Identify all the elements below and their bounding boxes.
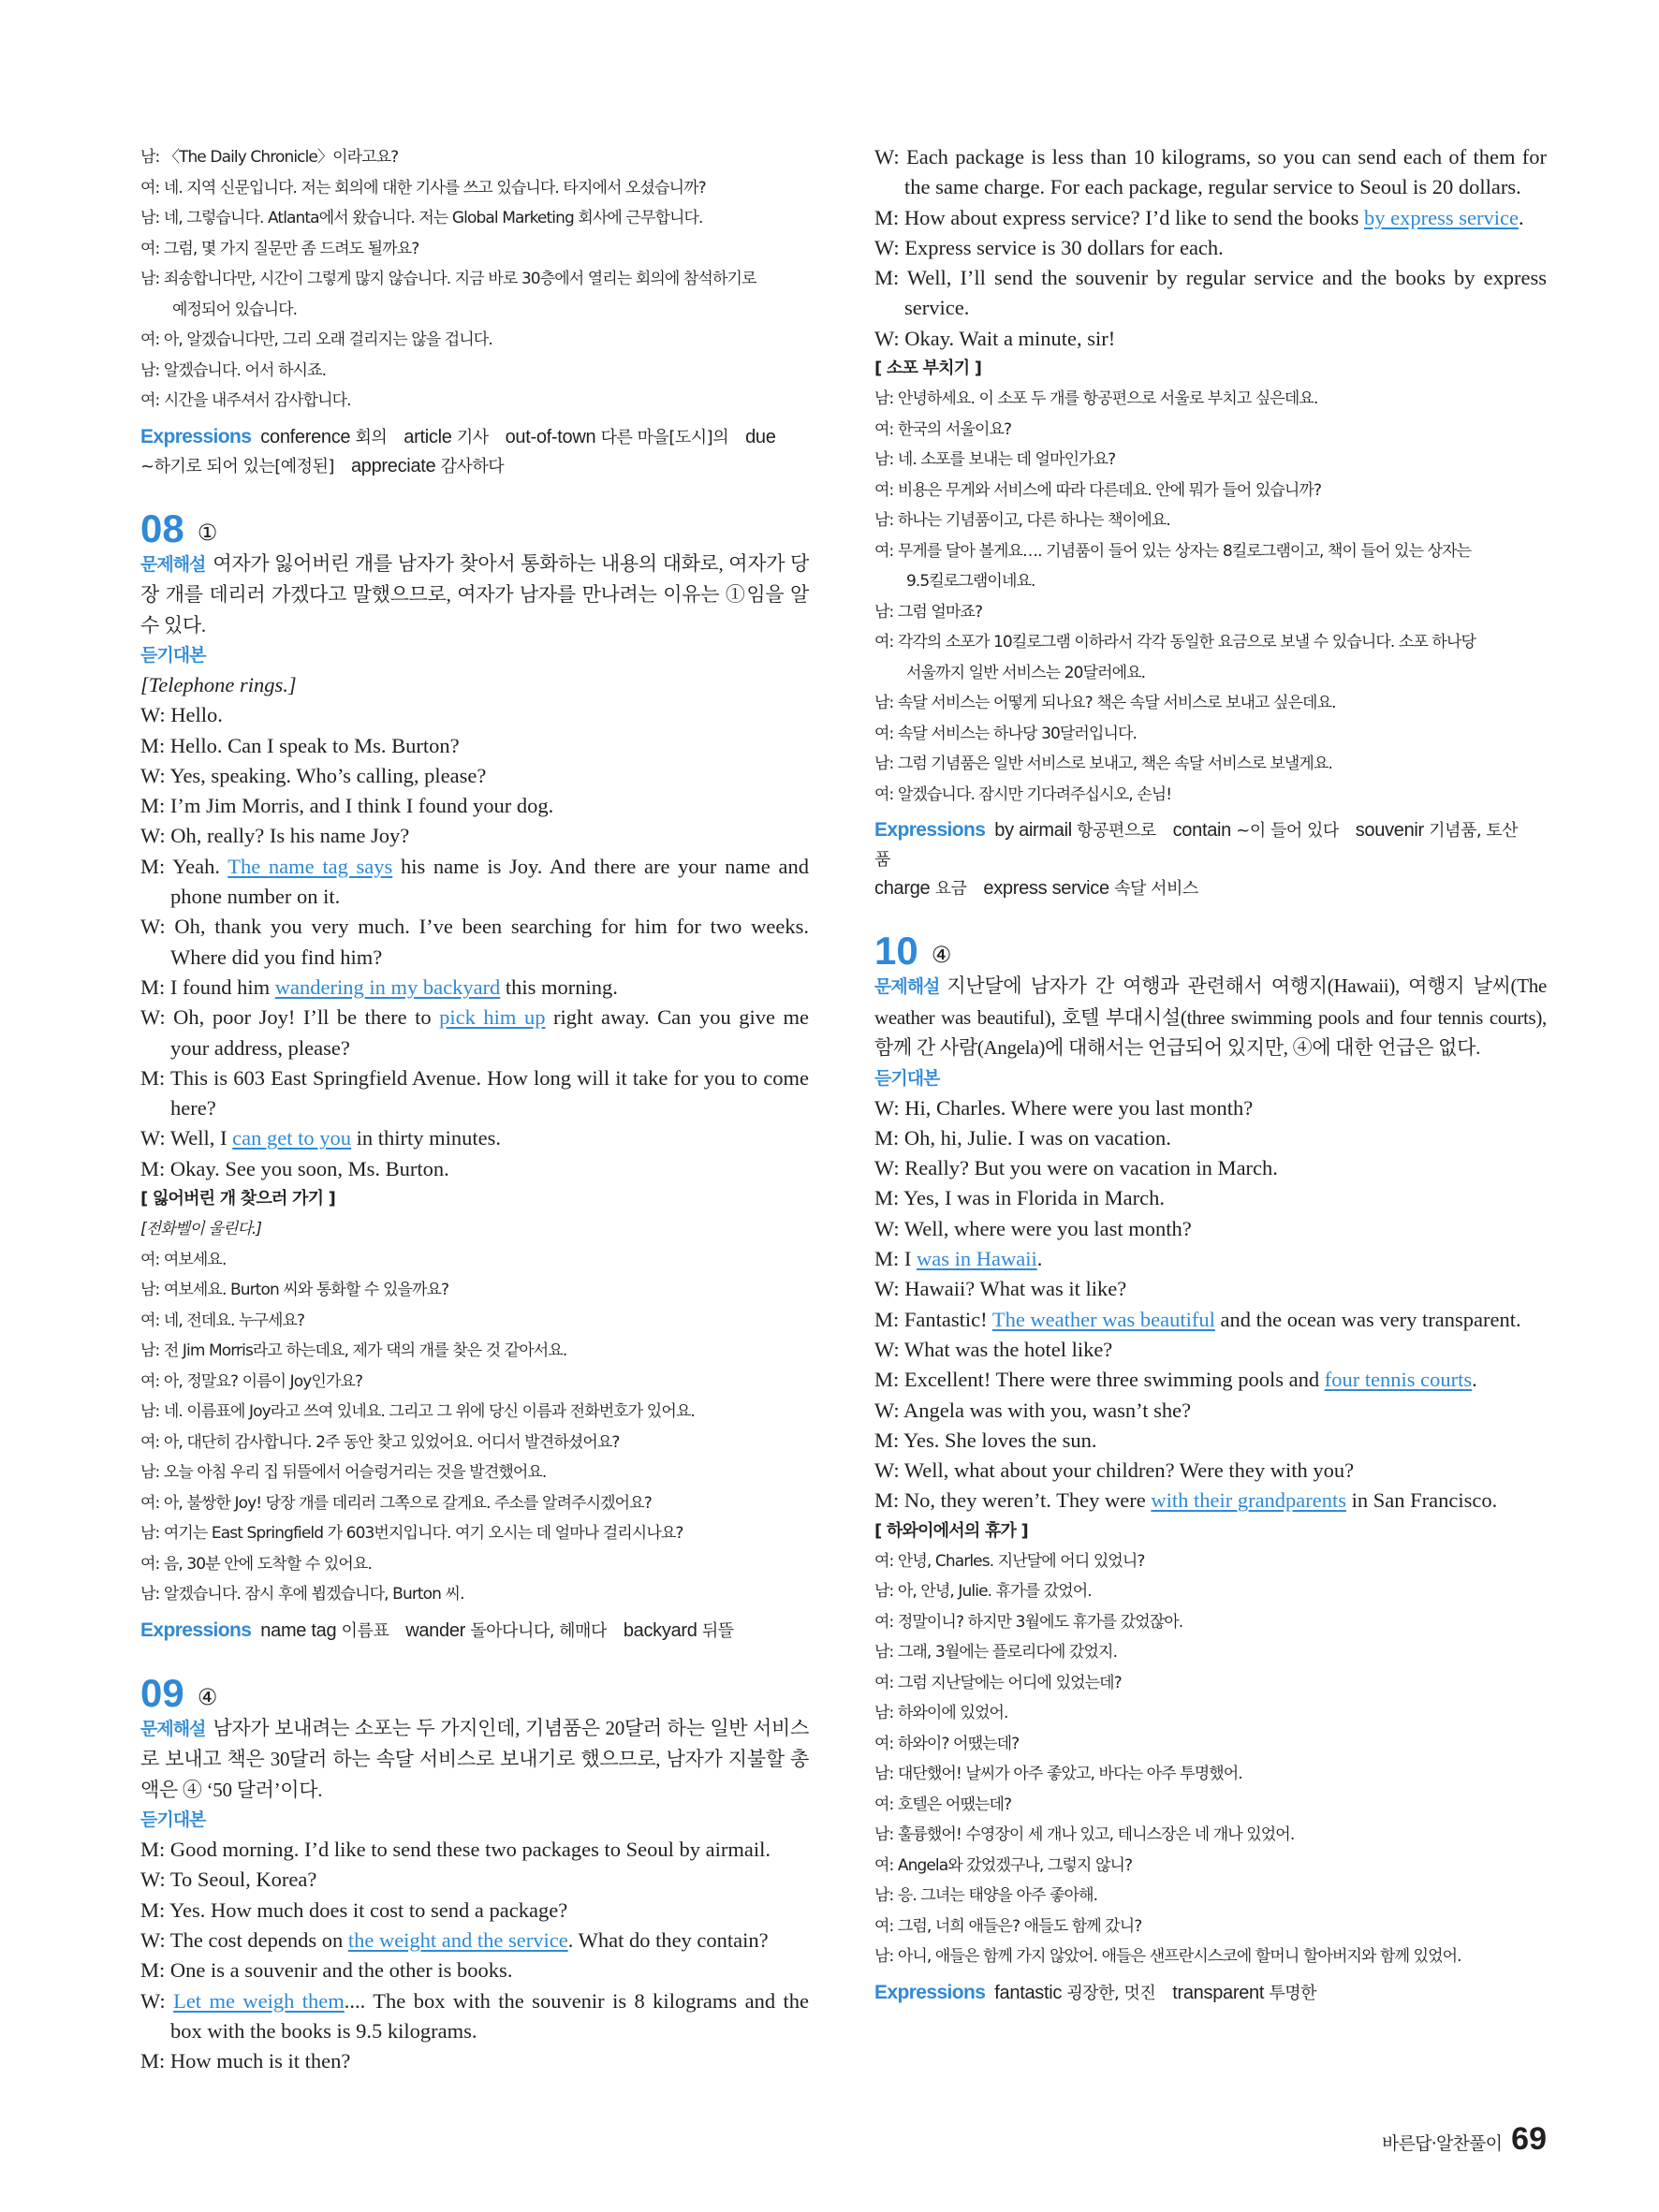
expression-meaning: 기사	[456, 427, 489, 447]
script-line	[140, 1926, 809, 1956]
script-text: M: No, they weren’t. They were	[874, 1488, 1152, 1513]
script-text: W: Each package is less than 10 kilograms, so you can send each of them for the same charge. For each package, regular service to Seoul is 20 dollars.	[874, 145, 1547, 199]
script-text: M: Oh, hi, Julie. I was on vacation.	[874, 1125, 1171, 1150]
script-text: W: Oh, really? Is his name Joy?	[140, 824, 410, 848]
script-line	[874, 263, 1547, 324]
script-line	[140, 670, 809, 700]
explanation	[874, 971, 1547, 1063]
translation-line: 여: 네. 지역 신문입니다. 저는 회의에 대한 기사를 쓰고 있습니다. 타지에서 오셨습니까?	[140, 178, 706, 198]
expression-term: charge	[874, 878, 935, 900]
script-text: M: Hello. Can I speak to Ms. Burton?	[140, 733, 460, 757]
script-text: [Telephone rings.]	[140, 673, 297, 696]
translation-line: 여: 각각의 소포가 10킬로그램 이하라서 각각 동일한 요금으로 보낼 수 있습니다. 소포 하나당	[874, 633, 1475, 652]
expression-meaning: 굉장한, 멋진	[1066, 1983, 1156, 2003]
expression-meaning: 돌아다니다, 헤매다	[470, 1620, 607, 1641]
expressions-box	[874, 815, 1547, 903]
script-line	[140, 1896, 809, 1926]
translation-line: 남: 여기는 East Springfield 가 603번지입니다. 여기 오시는 데 얼마나 걸리시나요?	[140, 1524, 683, 1544]
script-line	[874, 1093, 1547, 1123]
explanation	[140, 1713, 809, 1806]
explanation-text: 지난달에 남자가 간 여행과 관련해서 여행지(Hawaii), 여행지 날씨(The weather was beautiful), 호텔 부대시설(three swimming pools and four tennis courts), 함께 간 사람(Angela)에 대해서는 언급되어 있지만, ④에 대한 언급은 없다.	[874, 974, 1547, 1060]
translation-line: 여: 알겠습니다. 잠시만 기다려주십시오, 손님!	[874, 784, 1172, 804]
explanation-label: 문제해설	[140, 553, 206, 575]
script-text: W: Hi, Charles. Where were you last month?	[874, 1095, 1254, 1120]
script-line	[874, 233, 1547, 263]
expression-term: by airmail	[994, 820, 1078, 842]
script-text: .	[1036, 1247, 1043, 1271]
translation-line: 남: 하나는 기념품이고, 다른 하나는 책이에요.	[874, 511, 1170, 531]
footer-label: 바른답·알찬풀이	[1382, 2133, 1503, 2154]
script-text: W: Oh, thank you very much. I’ve been searching for him for two weeks. Where did you find him?	[140, 915, 809, 969]
script-text: W: What was the hotel like?	[874, 1337, 1113, 1361]
script-line	[140, 761, 809, 791]
translation	[874, 1546, 1547, 1972]
script-line	[140, 700, 809, 730]
expression-term: transparent	[1172, 1982, 1270, 2003]
script-text: M: Yes. She loves the sun.	[874, 1428, 1097, 1452]
translation-line: 여: 정말이니? 하지만 3월에도 휴가를 갔었잖아.	[874, 1612, 1183, 1632]
listening-script	[140, 670, 809, 1184]
explanation-label: 문제해설	[140, 1718, 206, 1739]
question-header-09	[140, 1664, 809, 1713]
script-line	[140, 731, 809, 761]
script-text: M: How about express service? I’d like to send the books	[874, 205, 1365, 229]
script-text: W: Well, I	[140, 1126, 233, 1150]
expressions-label: Expressions	[874, 1981, 986, 2003]
script-text: and the ocean was very transparent.	[1214, 1307, 1521, 1331]
translation-line: 여: 아, 정말요? 이름이 Joy인가요?	[140, 1371, 363, 1391]
script-line	[140, 1835, 809, 1865]
script-line	[874, 142, 1547, 203]
listening-script	[140, 1835, 809, 2076]
listening-script-continued	[874, 142, 1547, 354]
translation-line: 남: 대단했어! 날씨가 아주 좋았고, 바다는 아주 투명했어.	[874, 1765, 1242, 1784]
expression-meaning: 속달 서비스	[1114, 879, 1198, 900]
script-line	[140, 821, 809, 851]
translation-line: 여: 시간을 내주셔서 감사합니다.	[140, 391, 351, 410]
question-header-10	[874, 922, 1547, 974]
translation-line: 남: 그럼 기념품은 일반 서비스로 보내고, 책은 속달 서비스로 보낼게요.	[874, 754, 1332, 774]
script-line	[874, 1426, 1547, 1456]
key-phrase: can get to you	[232, 1126, 352, 1150]
expression-meaning: 이름표	[341, 1620, 389, 1641]
script-text: W: Well, what about your children? Were they with you?	[874, 1458, 1355, 1483]
translation-line: 남: 아, 안녕, Julie. 휴가를 갔었어.	[874, 1582, 1092, 1602]
script-text: .	[1518, 205, 1524, 229]
script-text: M: I	[874, 1247, 917, 1271]
translation-line: 여: 무게를 달아 볼게요…. 기념품이 들어 있는 상자는 8킬로그램이고, 책이 들어 있는 상자는	[874, 541, 1472, 561]
translation-title: [ 하와이에서의 휴가 ]	[874, 1520, 1028, 1541]
script-line	[140, 1986, 809, 2047]
translation	[874, 384, 1547, 810]
script-line	[874, 1214, 1547, 1244]
expression-term: backyard	[623, 1619, 702, 1641]
expression-term: name tag	[260, 1619, 342, 1641]
script-text: W: Hello.	[140, 703, 223, 727]
script-line	[874, 1153, 1547, 1183]
translation-line: 여: 여보세요.	[140, 1250, 227, 1269]
translation-line: 여: 하와이? 어땠는데?	[874, 1734, 1020, 1753]
translation-line: 여: 속달 서비스는 하나당 30달러입니다.	[874, 724, 1138, 743]
script-line	[874, 1335, 1547, 1365]
answer-mark: ④	[931, 942, 952, 969]
script-text: W: Okay. Wait a minute, sir!	[874, 326, 1116, 350]
script-line	[874, 1274, 1547, 1304]
translation-line: 여: 그럼, 너희 애들은? 애들도 함께 갔니?	[874, 1916, 1142, 1936]
expression-meaning: 다른 마을[도시]의	[600, 427, 729, 447]
script-line	[140, 912, 809, 973]
script-line	[140, 1154, 809, 1184]
translation-line: 남: 아니, 애들은 함께 가지 않았어. 애들은 샌프란시스코에 할머니 할아버지와 함께 있었어.	[874, 1947, 1461, 1967]
translation-line: 여: 그럼, 몇 가지 질문만 좀 드려도 될까요?	[140, 239, 419, 258]
script-line	[140, 1123, 809, 1153]
expression-meaning: ~하기로 되어 있는[예정된]	[140, 456, 334, 476]
script-text: M: Yes. How much does it cost to send a package?	[140, 1897, 568, 1922]
key-phrase: Let me weigh them	[173, 1988, 345, 2013]
question-header-08	[140, 500, 809, 549]
expressions-label: Expressions	[140, 1619, 252, 1641]
explanation	[140, 549, 809, 641]
translation-line: 남: 네, 그렇습니다. Atlanta에서 왔습니다. 저는 Global Marketing 회사에 근무합니다.	[140, 209, 703, 227]
translation-title: [ 잃어버린 개 찾으러 가기 ]	[140, 1189, 336, 1209]
translation-line: 여: 네, 전데요. 누구세요?	[140, 1311, 305, 1330]
translation-line: 서울까지 일반 서비스는 20달러에요.	[906, 663, 1146, 682]
script-text: M: Yeah.	[140, 854, 228, 878]
expression-meaning: 요금	[934, 879, 967, 900]
key-phrase: was in Hawaii	[917, 1247, 1037, 1271]
answer-mark: ④	[197, 1683, 218, 1710]
question-number: 09	[140, 1670, 184, 1715]
expression-term: appreciate	[350, 455, 441, 476]
script-line	[140, 1865, 809, 1895]
expressions-box	[140, 422, 809, 481]
translation-line: [전화벨이 울린다.]	[140, 1220, 262, 1239]
listening-script	[874, 1093, 1547, 1516]
script-line	[874, 1244, 1547, 1274]
script-text: W: Angela was with you, wasn’t she?	[874, 1398, 1192, 1422]
script-line	[874, 1183, 1547, 1213]
translation-title: [ 소포 부치기 ]	[874, 359, 982, 379]
script-text: .	[1472, 1368, 1477, 1392]
script-text: .... The box with the souvenir is 8 kilograms and the box with the books is 9.5 kilograms.	[170, 1988, 809, 2043]
script-text: M: This is 603 East Springfield Avenue. How long will it take for you to come here?	[140, 1065, 809, 1121]
translation-line: 남: 오늘 아침 우리 집 뒤뜰에서 어슬렁거리는 것을 발견했어요.	[140, 1463, 547, 1483]
translation-line: 남: 〈The Daily Chronicle〉이라고요?	[140, 148, 399, 167]
key-phrase: four tennis courts	[1324, 1368, 1473, 1392]
key-phrase: pick him up	[439, 1005, 546, 1030]
script-line	[874, 1456, 1547, 1486]
translation-line: 여: 한국의 서울이요?	[874, 419, 1012, 439]
page-footer	[1382, 2121, 1547, 2158]
script-text: M: Yes, I was in Florida in March.	[874, 1186, 1165, 1210]
expression-meaning: 기념품, 토산품	[874, 821, 1519, 871]
script-text: W:	[140, 1988, 174, 2013]
right-column	[874, 142, 1547, 2008]
translation-line: 남: 네. 소포를 보내는 데 얼마인가요?	[874, 450, 1116, 470]
expressions-box	[874, 1978, 1547, 2008]
translation-line: 남: 하와이에 있었어.	[874, 1704, 1008, 1723]
script-text: right away. Can you give me your address, please?	[170, 1005, 809, 1060]
translation-line: 예정되어 있습니다.	[172, 300, 298, 319]
translation-line: 여: 아, 불쌍한 Joy! 당장 개를 데리러 그쪽으로 갈게요. 주소를 알려주시겠어요?	[140, 1493, 652, 1513]
explanation-text: 남자가 보내려는 소포는 두 가지인데, 기념품은 20달러 하는 일반 서비스로 보내고 책은 30달러 하는 속달 서비스로 보내기로 했으므로, 남자가 지불할 총액은 ④ ‘50 달러’이다.	[140, 1716, 809, 1801]
script-line	[140, 852, 809, 913]
script-text: W: Well, where were you last month?	[874, 1216, 1192, 1240]
translation-continued	[140, 142, 809, 417]
script-line	[874, 1486, 1547, 1516]
expression-term: wander	[405, 1619, 471, 1641]
script-line	[140, 973, 809, 1003]
script-text: W: The cost depends on	[140, 1927, 348, 1952]
script-text: M: Okay. See you soon, Ms. Burton.	[140, 1156, 449, 1180]
translation-line: 여: 음, 30분 안에 도착할 수 있어요.	[140, 1554, 372, 1574]
expressions-label: Expressions	[140, 425, 252, 447]
script-text: M: Fantastic!	[874, 1307, 992, 1331]
translation-line: 남: 네. 이름표에 Joy라고 쓰여 있네요. 그리고 그 위에 당신 이름과 전화번호가 있어요.	[140, 1402, 695, 1422]
script-text: W: Hawaii? What was it like?	[874, 1277, 1127, 1301]
script-text: W: Yes, speaking. Who’s calling, please?	[140, 763, 487, 787]
script-text: M: One is a souvenir and the other is books.	[140, 1958, 513, 1983]
script-line	[874, 1123, 1547, 1153]
question-number: 10	[874, 929, 918, 974]
script-text: in thirty minutes.	[351, 1126, 502, 1150]
expression-term: fantastic	[994, 1982, 1067, 2003]
script-text: . What do they contain?	[567, 1927, 769, 1952]
translation-line: 여: 그럼 지난달에는 어디에 있었는데?	[874, 1673, 1122, 1692]
expression-term: express service	[983, 878, 1115, 900]
script-line	[874, 203, 1547, 233]
translation	[140, 1214, 809, 1610]
script-text: his name is Joy. And there are your name and phone number on it.	[170, 854, 809, 909]
key-phrase: by express service	[1364, 205, 1519, 229]
key-phrase: wandering in my backyard	[274, 974, 501, 999]
script-line	[140, 2046, 809, 2076]
translation-line: 여: 안녕, Charles. 지난달에 어디 있었니?	[874, 1551, 1145, 1571]
expression-meaning: 회의	[355, 427, 388, 447]
script-text: M: Good morning. I’d like to send these two packages to Seoul by airmail.	[140, 1838, 771, 1862]
script-text: M: How much is it then?	[140, 2049, 351, 2073]
script-line	[140, 1956, 809, 1985]
translation-line: 남: 그래, 3월에는 플로리다에 갔었지.	[874, 1643, 1118, 1663]
script-label: 듣기대본	[140, 1809, 206, 1831]
expression-meaning: 항공편으로	[1077, 821, 1156, 842]
script-label: 듣기대본	[874, 1067, 940, 1089]
script-text: W: Oh, poor Joy! I’ll be there to	[140, 1005, 440, 1030]
answer-mark: ①	[197, 519, 218, 546]
expression-meaning: ~이 들어 있다	[1236, 821, 1339, 842]
script-text: M: Excellent! There were three swimming pools and	[874, 1368, 1325, 1392]
key-phrase: the weight and the service	[347, 1927, 568, 1952]
explanation-label: 문제해설	[874, 976, 940, 998]
expressions-box	[140, 1616, 809, 1646]
script-label: 듣기대본	[140, 645, 206, 666]
script-line	[140, 1003, 809, 1063]
translation-line: 남: 속달 서비스는 어떻게 되나요? 책은 속달 서비스로 보내고 싶은데요.	[874, 694, 1336, 713]
script-text: M: I’m Jim Morris, and I think I found your dog.	[140, 794, 554, 818]
key-phrase: The weather was beautiful	[991, 1307, 1215, 1331]
expression-meaning: 뒤뜰	[701, 1620, 734, 1641]
script-text: M: Well, I’ll send the souvenir by regular service and the books by express service.	[874, 266, 1547, 320]
script-text: in San Francisco.	[1346, 1488, 1498, 1513]
translation-line: 여: 호텔은 어땠는데?	[874, 1795, 1012, 1814]
translation-line: 여: Angela와 갔었겠구나, 그렇지 않니?	[874, 1855, 1133, 1875]
expression-term: out-of-town	[505, 426, 601, 447]
expression-term: contain	[1172, 820, 1237, 842]
translation-line: 남: 훌륭했어! 수영장이 세 개나 있고, 테니스장은 네 개나 있었어.	[874, 1825, 1295, 1845]
translation-line: 남: 응. 그녀는 태양을 아주 좋아해.	[874, 1886, 1098, 1906]
translation-line: 남: 알겠습니다. 잠시 후에 뵙겠습니다, Burton 씨.	[140, 1585, 464, 1604]
expression-meaning: 감사하다	[440, 456, 505, 476]
expression-term: conference	[260, 426, 356, 447]
translation-line: 9.5킬로그램이네요.	[906, 572, 1035, 592]
translation-line: 여: 비용은 무게와 서비스에 따라 다른데요. 안에 뭐가 들어 있습니까?	[874, 480, 1322, 500]
left-column	[140, 142, 809, 2076]
key-phrase: with their grandparents	[1151, 1488, 1347, 1513]
expressions-label: Expressions	[874, 819, 986, 842]
translation-line: 남: 죄송합니다만, 시간이 그렇게 많지 않습니다. 지금 바로 30층에서 열리는 회의에 참석하기로	[140, 270, 756, 288]
expression-meaning: 투명한	[1269, 1983, 1317, 2003]
script-text: M: I found him	[140, 974, 275, 999]
translation-line: 남: 여보세요. Burton 씨와 통화할 수 있을까요?	[140, 1281, 449, 1300]
script-line	[140, 1063, 809, 1124]
expression-term: due	[745, 426, 776, 447]
script-line	[874, 1305, 1547, 1335]
translation-line: 남: 안녕하세요. 이 소포 두 개를 항공편으로 서울로 부치고 싶은데요.	[874, 389, 1318, 409]
question-number: 08	[140, 505, 184, 550]
translation-line: 여: 아, 알겠습니다만, 그리 오래 걸리지는 않을 겁니다.	[140, 330, 492, 349]
explanation-text: 여자가 잃어버린 개를 남자가 찾아서 통화하는 내용의 대화로, 여자가 당장 개를 데리러 가겠다고 말했으므로, 여자가 남자를 만나려는 이유는 ①임을 알 수 있다.	[140, 551, 809, 637]
script-line	[140, 791, 809, 821]
page-number: 69	[1511, 2121, 1547, 2157]
script-text: W: To Seoul, Korea?	[140, 1868, 317, 1892]
script-line	[874, 324, 1547, 354]
script-text: this morning.	[500, 974, 618, 999]
script-line	[874, 1396, 1547, 1426]
script-text: W: Express service is 30 dollars for each.	[874, 235, 1224, 259]
script-text: W: Really? But you were on vacation in March.	[874, 1156, 1278, 1180]
translation-line: 여: 아, 대단히 감사합니다. 2주 동안 찾고 있었어요. 어디서 발견하셨어요?	[140, 1432, 620, 1452]
translation-line: 남: 그럼 얼마죠?	[874, 602, 983, 622]
key-phrase: The name tag says	[228, 854, 393, 878]
script-line	[874, 1365, 1547, 1395]
expression-term: souvenir	[1355, 820, 1430, 842]
translation-line: 남: 전 Jim Morris라고 하는데요, 제가 댁의 개를 찾은 것 같아서요.	[140, 1341, 567, 1361]
translation-line: 남: 알겠습니다. 어서 하시죠.	[140, 360, 327, 380]
expression-term: article	[404, 426, 457, 447]
